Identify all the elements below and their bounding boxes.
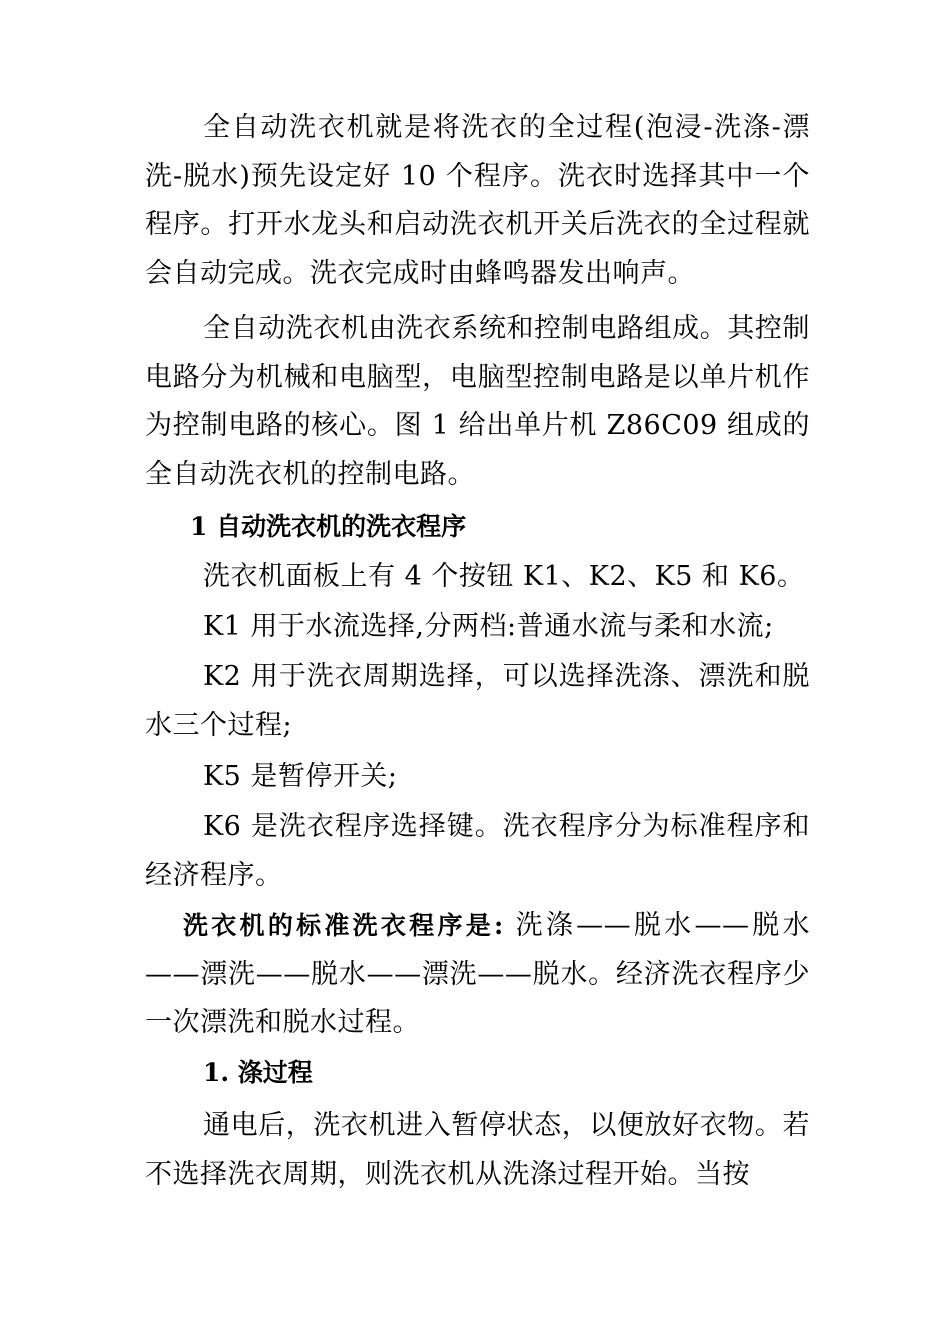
section-heading-wash-process: 1. 涤过程	[203, 1058, 313, 1087]
paragraph-k2: K2 用于洗衣周期选择，可以选择洗涤、漂洗和脱水三个过程;	[145, 661, 810, 741]
paragraph-control-circuit: 全自动洗衣机由洗衣系统和控制电路组成。其控制电路分为机械和电脑型，电脑型控制电路是以单片机作为控制电路的核心。图 1 给出单片机 Z86C09 组成的全自动洗衣机的控制电路。	[145, 313, 810, 491]
paragraph-k6: K6 是洗衣程序选择键。洗衣程序分为标准程序和经济程序。	[145, 811, 810, 891]
standard-program-label: 洗衣机的标准洗衣程序是:	[183, 911, 504, 940]
paragraph-standard-program	[145, 902, 810, 1048]
paragraph-k1: K1 用于水流选择,分两档:普通水流与柔和水流;	[203, 611, 774, 642]
paragraph-k5: K5 是暂停开关;	[203, 761, 398, 792]
standard-program-steps: 洗涤——脱水——脱水——漂洗——脱水——漂洗——脱水。经济洗衣程序少一次漂洗和脱水过程。	[145, 910, 810, 1039]
paragraph-intro: 全自动洗衣机就是将洗衣的全过程(泡浸-洗涤-漂洗-脱水)预先设定好 10 个程序。洗衣时选择其中一个程序。打开水龙头和启动洗衣机开关后洗衣的全过程就会自动完成。洗衣完成时由蜂鸣器发出响声。	[145, 112, 810, 290]
paragraph-power-on: 通电后，洗衣机进入暂停状态，以便放好衣物。若不选择洗衣周期，则洗衣机从洗涤过程开始。当按	[145, 1110, 810, 1190]
section-heading-wash-program: 1 自动洗衣机的洗衣程序	[190, 512, 467, 541]
paragraph-buttons: 洗衣机面板上有 4 个按钮 K1、K2、K5 和 K6。	[203, 561, 805, 592]
